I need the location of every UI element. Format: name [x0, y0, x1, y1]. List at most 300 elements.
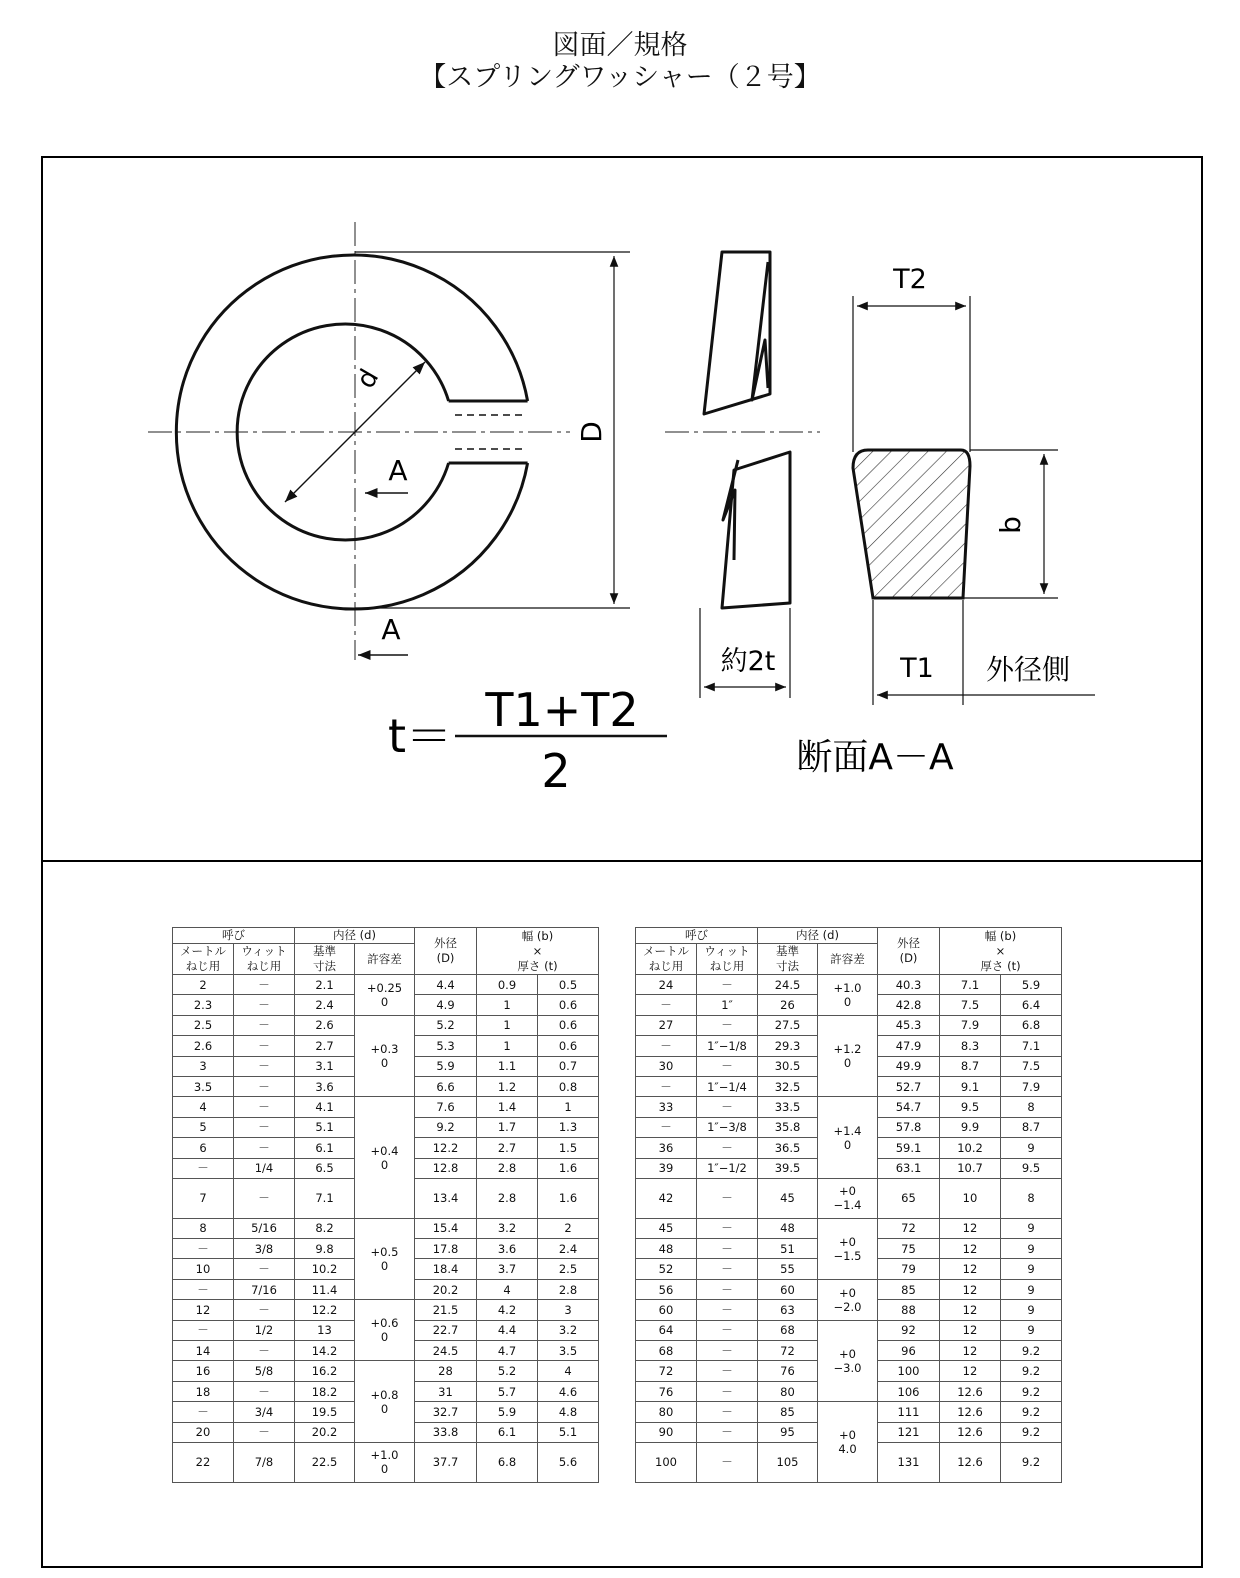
table-cell: －: [697, 1402, 758, 1422]
table-cell: 12: [173, 1300, 234, 1320]
table-cell: 1″−1/8: [697, 1036, 758, 1056]
table-cell: 1.6: [538, 1178, 599, 1218]
table-cell: 12.6: [940, 1443, 1001, 1483]
table-cell: 1.6: [538, 1158, 599, 1178]
table-cell: 8.2: [295, 1218, 355, 1238]
table-cell: 7.9: [940, 1015, 1001, 1035]
table-cell: 4.4: [415, 975, 477, 995]
table-cell: 35.8: [758, 1117, 818, 1137]
table-row: [636, 1279, 1062, 1299]
table-cell: +1.0 0: [818, 975, 878, 1016]
washer-drawing: [43, 158, 1201, 858]
table-cell: －: [636, 995, 697, 1015]
table-cell: 32.5: [758, 1076, 818, 1096]
header-nominal: 呼び: [636, 928, 758, 944]
title-line1: 図面／規格: [552, 30, 688, 61]
table-cell: －: [234, 1381, 295, 1401]
table-cell: －: [636, 1117, 697, 1137]
table-cell: 0.9: [477, 975, 538, 995]
label-b: b: [994, 516, 1027, 534]
table-cell: －: [234, 1259, 295, 1279]
table-cell: 45.3: [878, 1015, 940, 1035]
table-cell: 8: [1001, 1097, 1062, 1117]
table-cell: 5.2: [477, 1361, 538, 1381]
table-cell: 1/2: [234, 1320, 295, 1340]
table-cell: 100: [878, 1361, 940, 1381]
table-cell: 4.6: [538, 1381, 599, 1401]
table-cell: 85: [878, 1279, 940, 1299]
table-cell: 3.2: [538, 1320, 599, 1340]
table-cell: －: [234, 1422, 295, 1442]
table-cell: －: [697, 1259, 758, 1279]
table-cell: 3.5: [538, 1341, 599, 1361]
table-cell: 8: [173, 1218, 234, 1238]
table-cell: －: [697, 1300, 758, 1320]
table-row: [173, 975, 599, 995]
table-cell: －: [697, 1015, 758, 1035]
table-cell: 9: [1001, 1138, 1062, 1158]
table-cell: 7.6: [415, 1097, 477, 1117]
table-cell: 1: [477, 1036, 538, 1056]
table-cell: 9.2: [1001, 1381, 1062, 1401]
label-T2: T2: [893, 264, 927, 295]
table-cell: 3.7: [477, 1259, 538, 1279]
table-cell: 14.2: [295, 1341, 355, 1361]
table-cell: 16.2: [295, 1361, 355, 1381]
table-cell: 111: [878, 1402, 940, 1422]
table-cell: 1″: [697, 995, 758, 1015]
table-cell: 2: [173, 975, 234, 995]
table-cell: 5.6: [538, 1443, 599, 1483]
table-cell: 3.1: [295, 1056, 355, 1076]
table-cell: 18.4: [415, 1259, 477, 1279]
table-cell: 4.4: [477, 1320, 538, 1340]
table-cell: 2: [538, 1218, 599, 1238]
table-cell: 131: [878, 1443, 940, 1483]
table-cell: 42.8: [878, 995, 940, 1015]
table-cell: 68: [636, 1341, 697, 1361]
table-cell: +0.3 0: [355, 1015, 415, 1097]
table-cell: 1.7: [477, 1117, 538, 1137]
table-cell: 6.5: [295, 1158, 355, 1178]
table-cell: 42: [636, 1178, 697, 1218]
table-cell: 80: [636, 1402, 697, 1422]
label-T1: T1: [900, 653, 934, 684]
table-cell: －: [173, 1320, 234, 1340]
table-cell: －: [234, 1341, 295, 1361]
table-cell: 2.8: [538, 1279, 599, 1299]
header-width-thickness: 幅 (b) × 厚さ (t): [477, 928, 599, 975]
table-cell: 8.7: [1001, 1117, 1062, 1137]
table-cell: －: [173, 1158, 234, 1178]
table-cell: 12.2: [295, 1300, 355, 1320]
table-cell: 90: [636, 1422, 697, 1442]
table-cell: －: [234, 1117, 295, 1137]
table-cell: －: [173, 1279, 234, 1299]
table-cell: －: [697, 1056, 758, 1076]
table-cell: +0 −2.0: [818, 1279, 878, 1320]
table-cell: 4.9: [415, 995, 477, 1015]
table-cell: 75: [878, 1239, 940, 1259]
label-approx-2t: 約2t: [720, 646, 776, 677]
spec-table-right: [635, 927, 1062, 1483]
table-cell: 9: [1001, 1320, 1062, 1340]
table-cell: －: [697, 1218, 758, 1238]
table-cell: 2.8: [477, 1158, 538, 1178]
table-row: [636, 1218, 1062, 1238]
table-cell: +0.4 0: [355, 1097, 415, 1218]
header-basic-size: 基準 寸法: [295, 944, 355, 975]
table-cell: 56: [636, 1279, 697, 1299]
table-row: [636, 1178, 1062, 1218]
table-cell: 4: [538, 1361, 599, 1381]
table-cell: 6: [173, 1138, 234, 1158]
table-cell: －: [697, 1138, 758, 1158]
table-cell: 2.5: [538, 1259, 599, 1279]
table-cell: 7.1: [940, 975, 1001, 995]
table-row: [173, 1218, 599, 1238]
table-cell: 72: [878, 1218, 940, 1238]
table-cell: 5.9: [415, 1056, 477, 1076]
table-cell: 26: [758, 995, 818, 1015]
table-cell: 7/8: [234, 1443, 295, 1483]
table-cell: 4.7: [477, 1341, 538, 1361]
table-cell: 1.2: [477, 1076, 538, 1096]
header-width-thickness: 幅 (b) × 厚さ (t): [940, 928, 1062, 975]
table-cell: 1″−3/8: [697, 1117, 758, 1137]
table-cell: 11.4: [295, 1279, 355, 1299]
table-cell: －: [173, 1402, 234, 1422]
table-cell: 12.8: [415, 1158, 477, 1178]
table-cell: 17.8: [415, 1239, 477, 1259]
table-cell: 9: [1001, 1218, 1062, 1238]
table-cell: 1.3: [538, 1117, 599, 1137]
table-cell: 92: [878, 1320, 940, 1340]
table-cell: 1.4: [477, 1097, 538, 1117]
table-cell: +0.6 0: [355, 1300, 415, 1361]
table-cell: 8.3: [940, 1036, 1001, 1056]
table-cell: +0.8 0: [355, 1361, 415, 1443]
table-cell: 0.6: [538, 1036, 599, 1056]
table-cell: 2.1: [295, 975, 355, 995]
table-cell: 9.1: [940, 1076, 1001, 1096]
table-cell: 12: [940, 1341, 1001, 1361]
table-cell: 21.5: [415, 1300, 477, 1320]
table-cell: 32.7: [415, 1402, 477, 1422]
table-cell: －: [234, 1015, 295, 1035]
table-cell: 13.4: [415, 1178, 477, 1218]
table-cell: 5/16: [234, 1218, 295, 1238]
table-cell: －: [697, 1097, 758, 1117]
table-cell: 9.9: [940, 1117, 1001, 1137]
table-cell: 7.5: [940, 995, 1001, 1015]
table-cell: 16: [173, 1361, 234, 1381]
table-cell: 45: [636, 1218, 697, 1238]
table-cell: 2.6: [173, 1036, 234, 1056]
table-cell: 48: [636, 1239, 697, 1259]
table-cell: 57.8: [878, 1117, 940, 1137]
header-tolerance: 許容差: [818, 944, 878, 975]
table-cell: 7.9: [1001, 1076, 1062, 1096]
table-cell: －: [697, 1178, 758, 1218]
table-cell: 6.1: [295, 1138, 355, 1158]
table-cell: 1.1: [477, 1056, 538, 1076]
table-cell: 4.1: [295, 1097, 355, 1117]
table-cell: －: [234, 975, 295, 995]
header-outer-diameter: 外径 (D): [415, 928, 477, 975]
table-cell: 3: [538, 1300, 599, 1320]
table-cell: －: [697, 1239, 758, 1259]
table-cell: 24.5: [415, 1341, 477, 1361]
table-cell: 12: [940, 1279, 1001, 1299]
table-cell: 10: [940, 1178, 1001, 1218]
table-cell: 5.3: [415, 1036, 477, 1056]
table-cell: 55: [758, 1259, 818, 1279]
table-cell: 12.6: [940, 1402, 1001, 1422]
table-cell: 39: [636, 1158, 697, 1178]
table-row: [173, 1015, 599, 1035]
table-cell: 6.8: [1001, 1015, 1062, 1035]
table-cell: 2.7: [295, 1036, 355, 1056]
table-cell: 1/4: [234, 1158, 295, 1178]
table-cell: 9.2: [1001, 1402, 1062, 1422]
table-cell: 6.8: [477, 1443, 538, 1483]
table-cell: 12: [940, 1320, 1001, 1340]
table-cell: 2.4: [538, 1239, 599, 1259]
table-cell: 28: [415, 1361, 477, 1381]
table-cell: 2.5: [173, 1015, 234, 1035]
label-section: 断面A－A: [796, 737, 954, 778]
table-cell: 4: [173, 1097, 234, 1117]
title-line2: 【スプリングワッシャー（２号】: [419, 62, 821, 93]
table-cell: 60: [758, 1279, 818, 1299]
table-cell: 60: [636, 1300, 697, 1320]
table-cell: 14: [173, 1341, 234, 1361]
table-cell: 3/4: [234, 1402, 295, 1422]
table-cell: 19.5: [295, 1402, 355, 1422]
table-cell: 0.6: [538, 1015, 599, 1035]
washer-side-view: [704, 252, 790, 608]
table-cell: +1.2 0: [818, 1015, 878, 1097]
table-cell: －: [697, 975, 758, 995]
table-cell: +0 −3.0: [818, 1320, 878, 1402]
table-cell: 6.1: [477, 1422, 538, 1442]
table-cell: 4.8: [538, 1402, 599, 1422]
table-cell: 45: [758, 1178, 818, 1218]
table-cell: +1.0 0: [355, 1443, 415, 1483]
header-inner-diameter: 内径 (d): [758, 928, 878, 944]
table-cell: 20.2: [415, 1279, 477, 1299]
table-cell: －: [234, 1036, 295, 1056]
frame-divider: [41, 860, 1203, 862]
header-whitworth: ウィット ねじ用: [697, 944, 758, 975]
table-cell: +0 −1.5: [818, 1218, 878, 1279]
table-cell: 10.2: [940, 1138, 1001, 1158]
table-cell: 8: [1001, 1178, 1062, 1218]
header-inner-diameter: 内径 (d): [295, 928, 415, 944]
table-cell: 24: [636, 975, 697, 995]
table-cell: 47.9: [878, 1036, 940, 1056]
table-cell: 52: [636, 1259, 697, 1279]
table-cell: 52.7: [878, 1076, 940, 1096]
header-metric: メートル ねじ用: [173, 944, 234, 975]
table-cell: 9.5: [940, 1097, 1001, 1117]
table-cell: 20.2: [295, 1422, 355, 1442]
table-cell: 9.2: [415, 1117, 477, 1137]
table-cell: 5.1: [295, 1117, 355, 1137]
table-cell: 5.2: [415, 1015, 477, 1035]
table-cell: +0 4.0: [818, 1402, 878, 1483]
table-cell: 39.5: [758, 1158, 818, 1178]
table-cell: －: [636, 1076, 697, 1096]
table-cell: 121: [878, 1422, 940, 1442]
table-cell: 1: [477, 1015, 538, 1035]
table-cell: 2.8: [477, 1178, 538, 1218]
table-cell: 12: [940, 1300, 1001, 1320]
table-cell: 27.5: [758, 1015, 818, 1035]
table-cell: 9.5: [1001, 1158, 1062, 1178]
table-cell: 24.5: [758, 975, 818, 995]
table-cell: 5.1: [538, 1422, 599, 1442]
table-row: [636, 1320, 1062, 1340]
table-cell: 6.4: [1001, 995, 1062, 1015]
table-row: [173, 1361, 599, 1381]
header-whitworth: ウィット ねじ用: [234, 944, 295, 975]
table-cell: 9: [1001, 1279, 1062, 1299]
table-cell: 27: [636, 1015, 697, 1035]
table-cell: 12: [940, 1259, 1001, 1279]
table-cell: －: [234, 1178, 295, 1218]
table-cell: 106: [878, 1381, 940, 1401]
table-cell: 0.7: [538, 1056, 599, 1076]
table-row: [636, 1402, 1062, 1422]
table-cell: －: [697, 1361, 758, 1381]
table-cell: －: [697, 1320, 758, 1340]
table-cell: 31: [415, 1381, 477, 1401]
table-cell: 37.7: [415, 1443, 477, 1483]
table-cell: 9: [1001, 1300, 1062, 1320]
table-row: [173, 1300, 599, 1320]
table-cell: 95: [758, 1422, 818, 1442]
table-cell: 13: [295, 1320, 355, 1340]
table-cell: 7.1: [295, 1178, 355, 1218]
table-cell: 4: [477, 1279, 538, 1299]
table-cell: 7/16: [234, 1279, 295, 1299]
header-outer-diameter: 外径 (D): [878, 928, 940, 975]
table-cell: 12: [940, 1239, 1001, 1259]
table-cell: 1: [538, 1097, 599, 1117]
table-cell: 9.8: [295, 1239, 355, 1259]
table-cell: 2.3: [173, 995, 234, 1015]
table-cell: 105: [758, 1443, 818, 1483]
table-cell: 36.5: [758, 1138, 818, 1158]
table-cell: 80: [758, 1381, 818, 1401]
table-cell: 9.2: [1001, 1443, 1062, 1483]
table-cell: 0.5: [538, 975, 599, 995]
table-cell: 3.2: [477, 1218, 538, 1238]
table-cell: －: [234, 1097, 295, 1117]
table-row: [636, 975, 1062, 995]
spec-table-left: [172, 927, 599, 1483]
table-cell: －: [697, 1341, 758, 1361]
table-cell: 8.7: [940, 1056, 1001, 1076]
formula-numerator: T1+T2: [485, 683, 639, 737]
table-cell: 33.5: [758, 1097, 818, 1117]
table-cell: 1: [477, 995, 538, 1015]
table-cell: 5.9: [477, 1402, 538, 1422]
table-cell: 9.2: [1001, 1422, 1062, 1442]
table-row: [636, 1097, 1062, 1117]
table-cell: 36: [636, 1138, 697, 1158]
table-cell: 33.8: [415, 1422, 477, 1442]
table-cell: 5/8: [234, 1361, 295, 1381]
table-cell: 2.6: [295, 1015, 355, 1035]
label-A-outer: A: [381, 613, 401, 646]
table-cell: 76: [636, 1381, 697, 1401]
table-cell: 4.2: [477, 1300, 538, 1320]
table-cell: 1″−1/4: [697, 1076, 758, 1096]
table-cell: 1″−1/2: [697, 1158, 758, 1178]
header-metric: メートル ねじ用: [636, 944, 697, 975]
table-row: [636, 1015, 1062, 1035]
table-cell: 10.7: [940, 1158, 1001, 1178]
table-cell: －: [697, 1443, 758, 1483]
table-cell: 18.2: [295, 1381, 355, 1401]
table-cell: 10: [173, 1259, 234, 1279]
table-cell: －: [173, 1239, 234, 1259]
table-cell: 72: [758, 1341, 818, 1361]
table-cell: 22.5: [295, 1443, 355, 1483]
label-d: d: [350, 364, 386, 394]
table-cell: －: [234, 1076, 295, 1096]
table-cell: 40.3: [878, 975, 940, 995]
table-cell: 2.7: [477, 1138, 538, 1158]
table-cell: －: [697, 1422, 758, 1442]
table-cell: 3: [173, 1056, 234, 1076]
table-cell: 72: [636, 1361, 697, 1381]
table-cell: 100: [636, 1443, 697, 1483]
table-cell: －: [234, 1056, 295, 1076]
table-cell: +0.5 0: [355, 1218, 415, 1300]
table-cell: 96: [878, 1341, 940, 1361]
formula-denominator: 2: [541, 744, 571, 798]
table-cell: －: [234, 1300, 295, 1320]
table-cell: 5.7: [477, 1381, 538, 1401]
table-cell: 22: [173, 1443, 234, 1483]
table-cell: －: [697, 1381, 758, 1401]
table-cell: 10.2: [295, 1259, 355, 1279]
table-cell: 33: [636, 1097, 697, 1117]
table-cell: 76: [758, 1361, 818, 1381]
table-cell: 6.6: [415, 1076, 477, 1096]
table-cell: 1.5: [538, 1138, 599, 1158]
table-cell: 3/8: [234, 1239, 295, 1259]
table-cell: 7: [173, 1178, 234, 1218]
table-cell: 30.5: [758, 1056, 818, 1076]
table-cell: 85: [758, 1402, 818, 1422]
table-cell: 68: [758, 1320, 818, 1340]
table-cell: 9.2: [1001, 1341, 1062, 1361]
table-cell: 63: [758, 1300, 818, 1320]
table-cell: +0.25 0: [355, 975, 415, 1016]
table-cell: 49.9: [878, 1056, 940, 1076]
table-cell: 51: [758, 1239, 818, 1259]
table-cell: 12: [940, 1218, 1001, 1238]
table-cell: 2.4: [295, 995, 355, 1015]
label-outer-side: 外径側: [985, 653, 1071, 686]
formula-lhs: t＝: [387, 709, 453, 763]
table-cell: 12.6: [940, 1381, 1001, 1401]
